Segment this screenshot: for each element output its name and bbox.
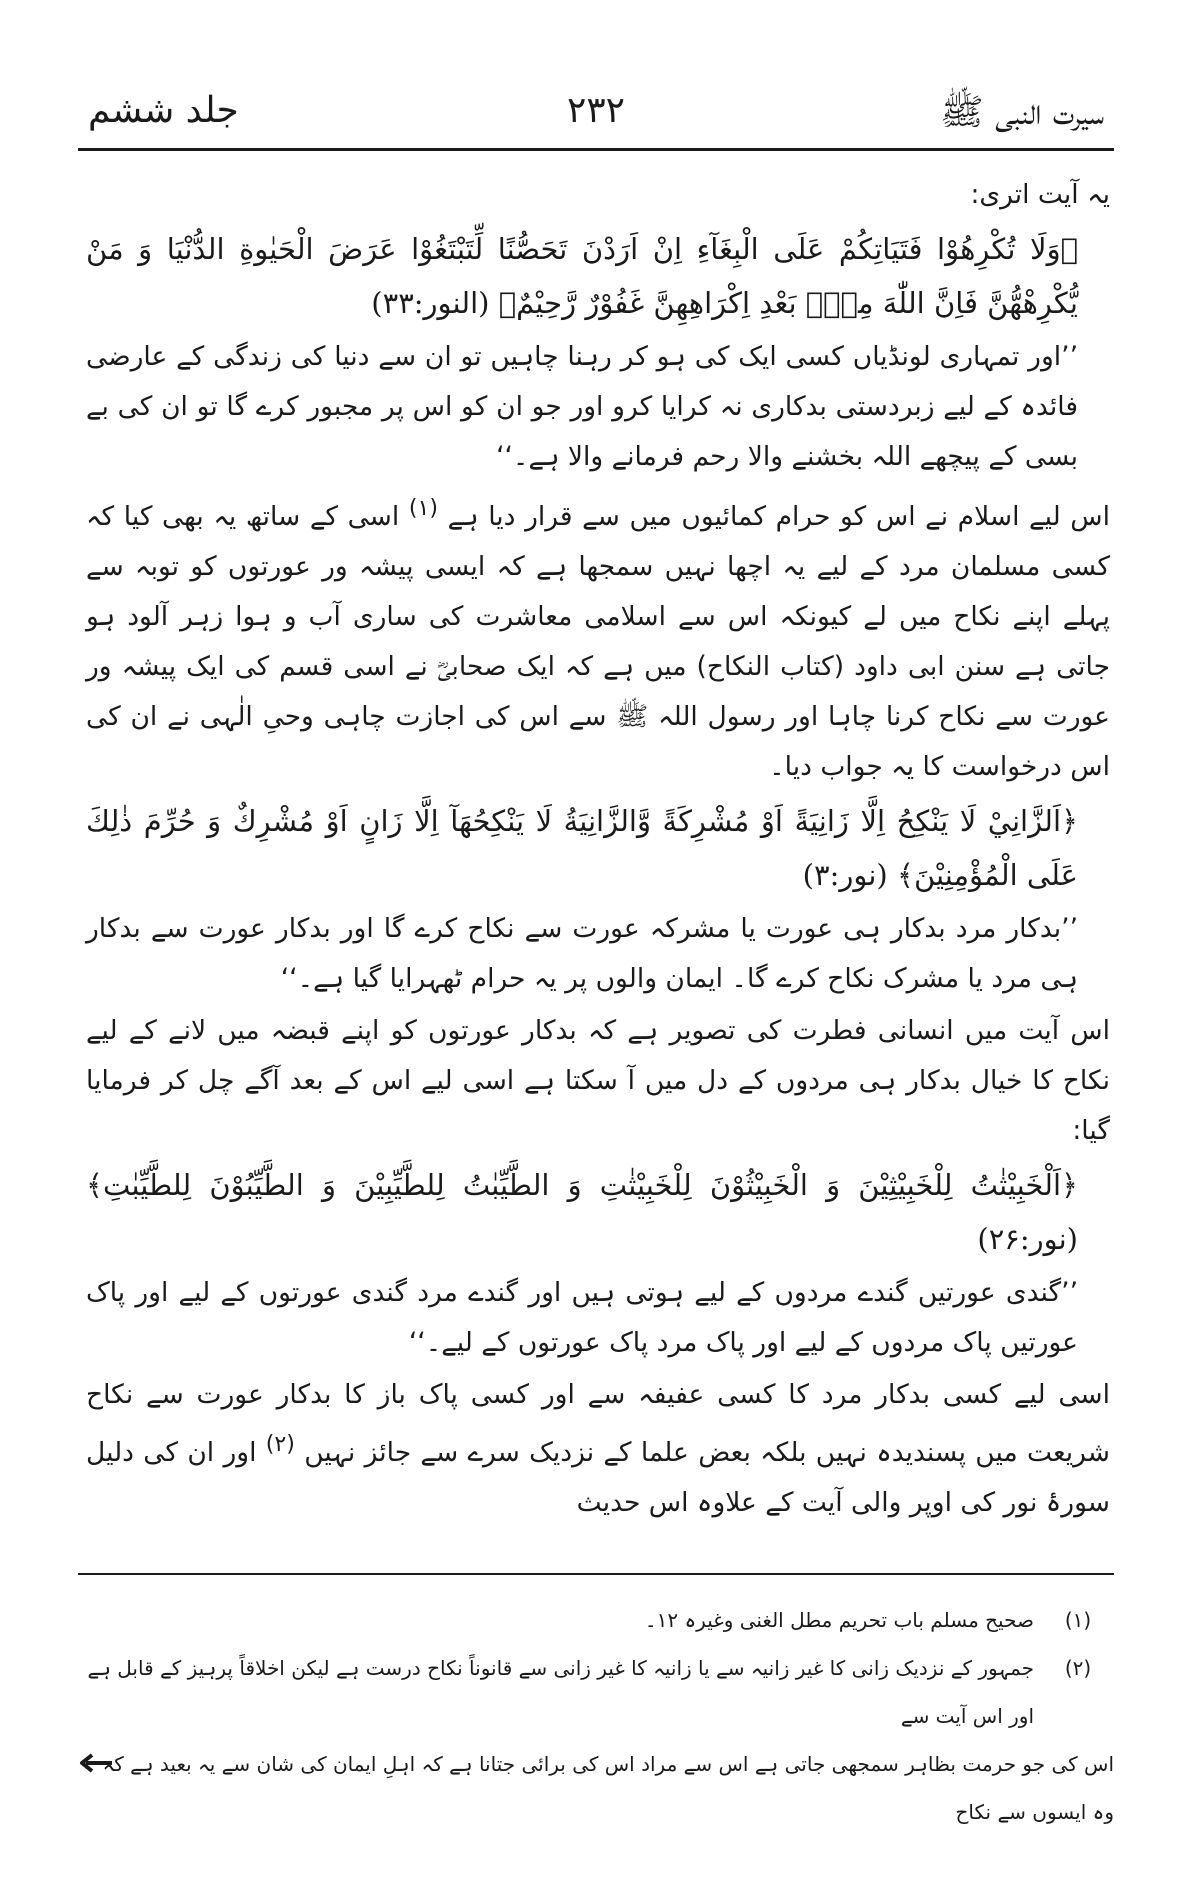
translation-noor-26: ’’گندی عورتیں گندے مردوں کے لیے ہوتی ہیں اور گندے مرد گندی عورتوں کے لیے اور پاک عورتیں پاک مردوں کے لیے اور پاک مرد پاک عورتوں کے لیے۔‘‘ bbox=[86, 1276, 1078, 1358]
footnotes bbox=[78, 1596, 1114, 1836]
verse-text: ﴿اَلْخَبِيْثٰتُ لِلْخَبِيْثِيْنَ وَ الْخَبِيْثُوْنَ لِلْخَبِيْثٰتِ وَ الطَّيِّبٰتُ لِلطَّيِّبِيْنَ وَ الطَّيِّبُوْنَ لِلطَّيِّبٰتِ﴾ bbox=[86, 1167, 1078, 1202]
paragraph-marriage-ruling bbox=[86, 1370, 1110, 1528]
quran-verse-noor-26 bbox=[86, 1158, 1110, 1266]
page-header bbox=[78, 90, 1114, 150]
verse-reference: (نور:۳) bbox=[802, 857, 888, 892]
translation-noor-33: ’’اور تمہاری لونڈیاں کسی ایک کی ہو کر رہنا چاہیں تو ان سے دنیا کی زندگی کے عارضی فائدہ کے لیے زبردستی بدکاری نہ کرایا کرو اور جو ان کو اس پر مجبور کرے گا تو ان کی بے بسی کے پیچھے اللہ بخشنے والا رحم فرمانے والا ہے۔‘‘ bbox=[86, 341, 1078, 472]
footnote-2-continued bbox=[78, 1740, 1114, 1836]
header-divider bbox=[78, 148, 1114, 151]
intro-line: یہ آیت اتری: bbox=[970, 179, 1110, 210]
continue-arrow-icon bbox=[78, 1752, 114, 1774]
paragraph-islamic-ruling bbox=[86, 484, 1110, 792]
verse-reference: (نور:۲۶) bbox=[977, 1221, 1078, 1256]
book-title: سیرت النبی ﷺ bbox=[940, 92, 1104, 133]
paragraph-text: اسی کے ساتھ یہ بھی کیا کہ کسی مسلمان مرد کے لیے یہ اچھا نہیں سمجھا ہے کہ ایسی پیشہ ور عورتوں کو توبہ سے پہلے اپنے نکاح میں لے کیونکہ اس سے اسلامی معاشرت کی ساری آب و ہوا زہر آلود ہو جاتی ہے سنن ابی داود (کتاب النکاح) میں ہے کہ ایک صحابیؓ نے اسی قسم کی ایک پیشہ ور عورت سے نکاح کرنا چاہا اور رسول اللہ ﷺ سے اس کی اجازت چاہی وحیِ الٰہی نے ان کی اس درخواست کا یہ جواب دیا۔ bbox=[86, 500, 1110, 782]
footnote-number: (۱) bbox=[1064, 1608, 1092, 1632]
footnote-text: صحیح مسلم باب تحریم مطل الغنی وغیرہ ۱۲۔ bbox=[644, 1608, 1034, 1632]
translation-noor-3: ’’بدکار مرد بدکار ہی عورت یا مشرکہ عورت سے نکاح کرے گا اور بدکار عورت سے بدکار ہی مرد یا مشرک نکاح کرے گا۔ ایمان والوں پر یہ حرام ٹھہرایا گیا ہے۔‘‘ bbox=[86, 912, 1078, 994]
verse-reference: (النور:۳۳) bbox=[371, 286, 490, 320]
footnote-marker: (۱) bbox=[408, 496, 438, 521]
volume-label: جلد ششم bbox=[88, 90, 239, 131]
footnote-number: (۲) bbox=[1064, 1656, 1092, 1680]
footnote-text: اس کی جو حرمت بظاہر سمجھی جاتی ہے اس سے مراد اس کی برائی جتانا ہے کہ اہلِ ایمان کی شان سے یہ بعید ہے کہ وہ ایسوں سے نکاح bbox=[102, 1752, 1114, 1824]
paragraph-text: اسی لیے کسی بدکار مرد کا کسی عفیفہ سے اور کسی پاک باز کا بدکار عورت سے نکاح شریعت میں پسندیدہ نہیں بلکہ بعض علما کے نزدیک سرے سے جائز نہیں bbox=[86, 1378, 1110, 1468]
footnote-2 bbox=[78, 1644, 1114, 1740]
verse-text: ﴿اَلزَّانِيْ لَا يَنْكِحُ اِلَّا زَانِيَةً اَوْ مُشْرِكَةً وَّالزَّانِيَةُ لَا يَنْكِحُهَآ اِلَّا زَانٍ اَوْ مُشْرِكٌ وَ حُرِّمَ ذٰلِكَ عَلَى الْمُؤْمِنِيْنَ﴾ bbox=[86, 803, 1078, 892]
paragraph-human-nature: اس آیت میں انسانی فطرت کی تصویر ہے کہ بدکار عورتوں کو اپنے قبضہ میں لانے کے لیے نکاح کا خیال بدکار ہی مردوں کے دل میں آ سکتا ہے اسی لیے اس کے بعد آگے چل کر فرمایا گیا: bbox=[86, 1014, 1110, 1146]
footnote-marker: (۲) bbox=[265, 1431, 295, 1457]
footnote-divider bbox=[78, 1573, 1114, 1575]
paragraph-text: اور ان کی دلیل سورۂ نور کی اوپر والی آیت کے علاوہ اس حدیث bbox=[86, 1436, 1110, 1518]
verse-text: ﴿وَلَا تُكْرِهُوْا فَتَيَاتِكُمْ عَلَى الْبِغَآءِ اِنْ اَرَدْنَ تَحَصُّنًا لِّتَبْتَغُوْا عَرَضَ الْحَيٰوةِ الدُّنْيَا وَ مَنْ يُّكْرِهْهُّنَّ فَاِنَّ اللّٰهَ مِنْۢ بَعْدِ اِكْرَاهِهِنَّ غَفُوْرٌ رَّحِيْمٌ﴾ bbox=[86, 232, 1078, 320]
quran-verse-noor-3 bbox=[86, 794, 1110, 902]
page-number: ۲۳۲ bbox=[566, 90, 625, 131]
main-text bbox=[86, 170, 1110, 1530]
paragraph-text: اس لیے اسلام نے اس کو حرام کمائیوں میں سے قرار دیا ہے bbox=[447, 500, 1110, 532]
footnote-1 bbox=[78, 1596, 1114, 1644]
quran-verse-noor-33 bbox=[86, 222, 1110, 330]
footnote-text: جمہور کے نزدیک زانی کا غیر زانیہ سے یا زانیہ کا غیر زانی سے قانوناً نکاح درست ہے لیکن اخلاقاً پرہیز کے قابل ہے اور اس آیت سے bbox=[87, 1656, 1034, 1728]
